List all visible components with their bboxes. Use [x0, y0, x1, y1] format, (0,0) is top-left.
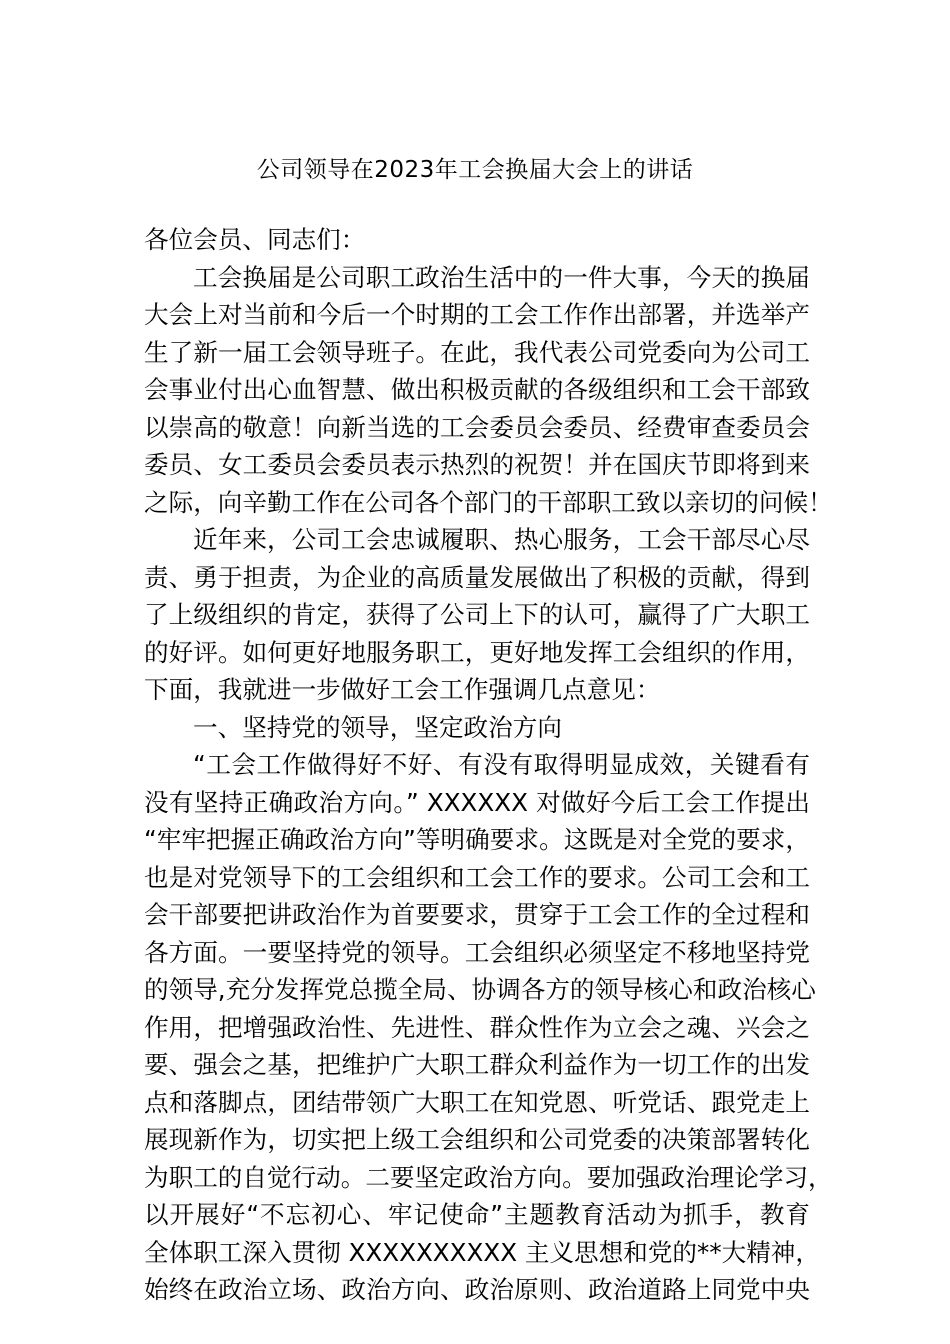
text-line: 点和落脚点，团结带领广大职工在知党恩、听党话、跟党走上 — [144, 1087, 810, 1117]
text-line: “工会工作做得好不好、有没有取得明显成效，关键看有 — [193, 750, 810, 779]
text-line: 全体职工深入贯彻 XXXXXXXXXX 主义思想和党的**大精神， — [144, 1237, 820, 1267]
text-line: 责、勇于担责，为企业的高质量发展做出了积极的贡献，得到 — [144, 562, 810, 592]
text-line: 之际，向辛勤工作在公司各个部门的干部职工致以亲切的问候！ — [144, 487, 833, 517]
text-line: 以开展好“不忘初心、牢记使命”主题教育活动为抓手，教育 — [144, 1200, 810, 1229]
text-line: 以崇高的敬意！向新当选的工会委员会委员、经费审查委员会 — [144, 412, 810, 442]
text-line: 下面，我就进一步做好工会工作强调几点意见： — [144, 675, 661, 704]
text-line: 近年来，公司工会忠诚履职、热心服务，工会干部尽心尽 — [193, 525, 810, 554]
document-title: 公司领导在2023年工会换届大会上的讲话 — [256, 157, 694, 183]
text-line: 要、强会之基，把维护广大职工群众利益作为一切工作的出发 — [144, 1050, 810, 1079]
text-line: 工会换届是公司职工政治生活中的一件大事，今天的换届 — [193, 262, 810, 292]
text-line: 始终在政治立场、政治方向、政治原则、政治道路上同党中央 — [144, 1275, 810, 1304]
text-line: 为职工的自觉行动。二要坚定政治方向。要加强政治理论学习， — [144, 1162, 833, 1192]
text-line: 各方面。一要坚持党的领导。工会组织必须坚定不移地坚持党 — [144, 937, 810, 967]
text-line: “牢牢把握正确政治方向”等明确要求。这既是对全党的要求， — [144, 825, 810, 854]
document-body — [144, 221, 833, 1309]
text-line: 会事业付出心血智慧、做出积极贡献的各级组织和工会干部致 — [144, 375, 810, 404]
text-line: 展现新作为，切实把上级工会组织和公司党委的决策部署转化 — [144, 1125, 810, 1154]
text-line: 生了新一届工会领导班子。在此，我代表公司党委向为公司工 — [144, 337, 810, 367]
text-line: 的好评。如何更好地服务职工，更好地发挥工会组织的作用， — [144, 637, 810, 667]
text-line: 各位会员、同志们： — [144, 225, 366, 254]
text-line: 委员、女工委员会委员表示热烈的祝贺！并在国庆节即将到来 — [144, 450, 810, 479]
text-line: 一、坚持党的领导，坚定政治方向 — [193, 712, 562, 742]
text-line: 作用，把增强政治性、先进性、群众性作为立会之魂、兴会之 — [144, 1012, 810, 1042]
text-line: 也是对党领导下的工会组织和工会工作的要求。公司工会和工 — [144, 862, 810, 892]
text-line: 没有坚持正确政治方向。” XXXXXX 对做好今后工会工作提出 — [144, 787, 810, 817]
text-line: 会干部要把讲政治作为首要要求，贯穿于工会工作的全过程和 — [144, 900, 810, 929]
text-line: 了上级组织的肯定，获得了公司上下的认可，赢得了广大职工 — [144, 600, 810, 629]
text-line: 的领导,充分发挥党总揽全局、协调各方的领导核心和政治核心 — [144, 975, 816, 1004]
text-line: 大会上对当前和今后一个时期的工会工作作出部署，并选举产 — [144, 300, 810, 329]
